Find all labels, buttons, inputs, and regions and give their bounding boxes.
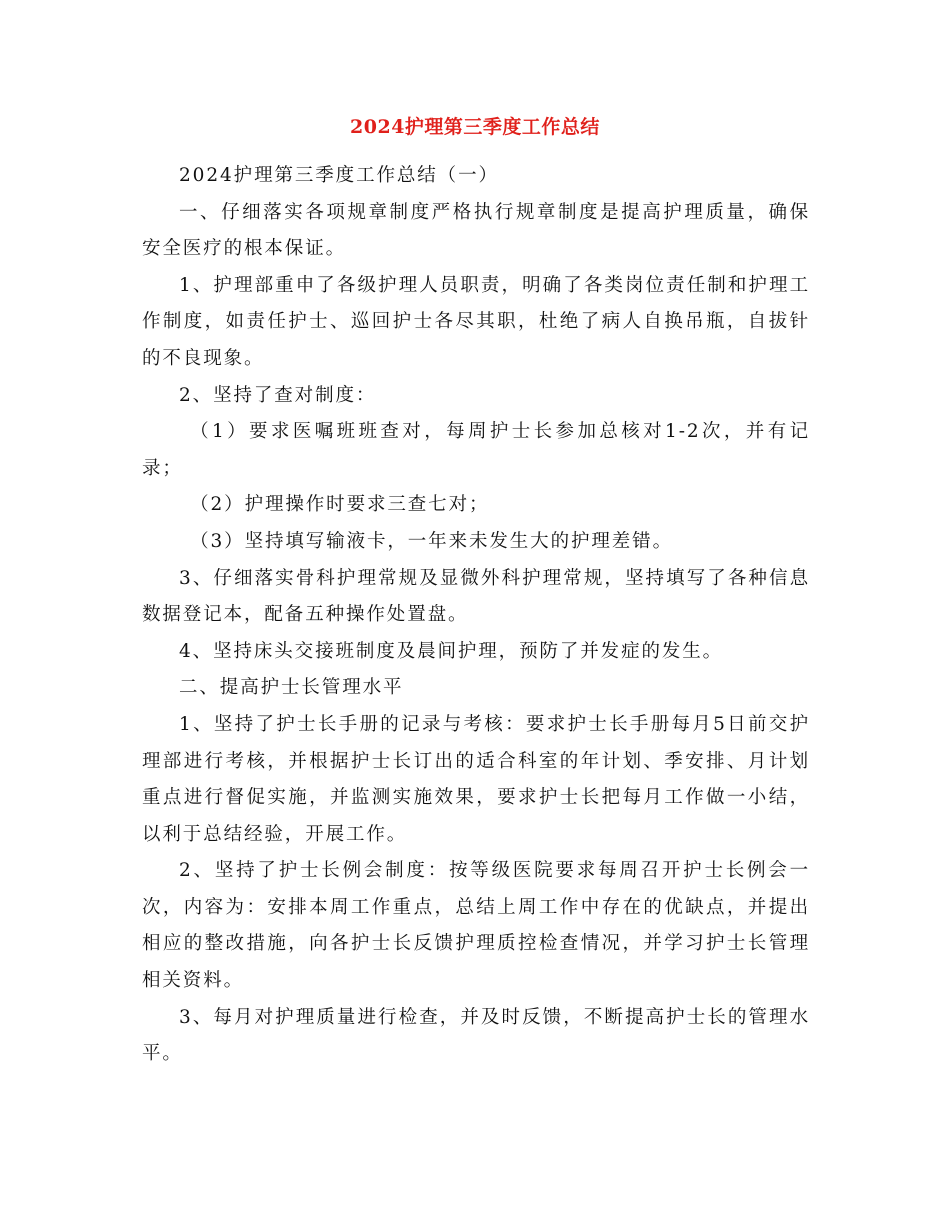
paragraph-subtitle: 2024护理第三季度工作总结（一） <box>179 165 499 186</box>
paragraph-section-2-item-2: 2、坚持了护士长例会制度：按等级医院要求每周召开护士长例会一次，内容为：安排本周工作重点，总结上周工作中存在的优缺点，并提出相应的整改措施，向各护士长反馈护理质控检查情况，并学习护士长管理相关资料。 <box>142 860 810 992</box>
paragraph-section-1: 一、仔细落实各项规章制度严格执行规章制度是提高护理质量，确保安全医疗的根本保证。 <box>142 201 810 260</box>
paragraph-section-2-item-3: 3、每月对护理质量进行检查，并及时反馈，不断提高护士长的管理水平。 <box>142 1006 810 1065</box>
paragraph-item-3: 3、仔细落实骨科护理常规及显微外科护理常规，坚持填写了各种信息数据登记本，配备五种操作处置盘。 <box>142 567 810 626</box>
paragraph-section-2-item-1: 1、坚持了护士长手册的记录与考核：要求护士长手册每月5日前交护理部进行考核，并根据护士长订出的适合科室的年计划、季安排、月计划重点进行督促实施，并监测实施效果，要求护士长把每月工作做一小结，以利于总结经验，开展工作。 <box>142 713 810 845</box>
paragraph-item-2: 2、坚持了查对制度： <box>179 384 377 406</box>
paragraph-subitem-1: （1）要求医嘱班班查对，每周护士长参加总核对1-2次，并有记录； <box>142 421 810 479</box>
paragraph-subitem-3: （3）坚持填写输液卡，一年来未发生大的护理差错。 <box>190 530 673 552</box>
paragraph-subitem-2: （2）护理操作时要求三查七对； <box>190 494 490 516</box>
document-title: 2024护理第三季度工作总结 <box>350 116 600 138</box>
document-body <box>142 158 810 1073</box>
paragraph-item-4: 4、坚持床头交接班制度及晨间护理，预防了并发症的发生。 <box>179 640 724 662</box>
paragraph-item-1: 1、护理部重申了各级护理人员职责，明确了各类岗位责任制和护理工作制度，如责任护士、巡回护士各尽其职，杜绝了病人自换吊瓶，自拔针的不良现象。 <box>142 274 810 369</box>
paragraph-section-2: 二、提高护士长管理水平 <box>179 677 404 699</box>
